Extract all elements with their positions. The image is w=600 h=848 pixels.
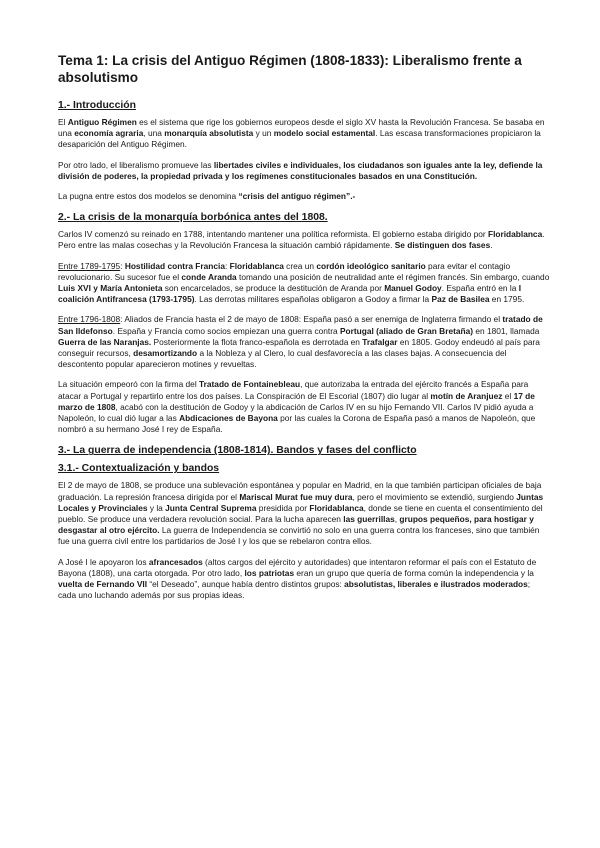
text-run: Posteriormente la flota franco-española es derrotada en <box>151 336 363 347</box>
bold-text: conde Aranda <box>181 271 237 282</box>
section-heading: 3.- La guerra de independencia (1808-1814). Bandos y fases del conflicto <box>58 445 417 457</box>
text-run: El <box>58 117 68 127</box>
bold-text: grupos pequeños, para hostigar y desgastar al otro ejército. <box>58 514 534 536</box>
bold-text: Portugal (aliado de Gran Bretaña) <box>339 325 474 336</box>
text-run: y la <box>147 502 166 513</box>
text-run: , una <box>143 128 165 139</box>
bold-text: 17 de marzo de 1808 <box>58 390 535 412</box>
text-run: : <box>120 260 125 271</box>
text-run: por las cuales la Corona de España pasó a manos de Napoleón, que nombró a su hermano José I rey de España. <box>58 413 536 435</box>
text-run: . Las derrotas militares españolas obligaron a Godoy a firmar la <box>194 294 432 305</box>
bold-text: Se distinguen dos fases <box>394 240 491 251</box>
bold-text: tratado de San Ildefonso <box>58 314 543 336</box>
text-run: . Pero entre las malas cosechas y la Revolución Francesa la situación cambió rápidamente. <box>58 229 545 251</box>
text-run: . España y Francia como socios empiezan una guerra contra <box>112 325 340 336</box>
paragraph <box>58 261 550 306</box>
text-run: eran un grupo que quería de forma común la independencia y la <box>294 567 534 578</box>
text-run: a la Nobleza y al Clero, lo cual desfavorecía a las clases bajas. A consecuencia del descontento popular aparecieron motines y revueltas. <box>58 348 507 370</box>
text-run: crea un <box>283 260 317 271</box>
text-run: tomando una posición de neutralidad ante el régimen francés. Sin embargo, cuando <box>236 271 550 282</box>
text-run: y un <box>253 128 274 139</box>
bold-text: economía agraria <box>74 128 144 139</box>
bold-text: Tratado de Fontainebleau <box>199 379 301 390</box>
bold-text: libertades civiles e individuales, los ciudadanos son iguales ante la ley, defiende la división de poderes, la propiedad privada y los regímenes constitucionales basados en una Constitución. <box>58 159 543 181</box>
paragraph <box>58 557 550 602</box>
bold-text: Floridablanca <box>487 229 543 240</box>
document-title: Tema 1: La crisis del Antiguo Régimen (1808-1833): Liberalismo frente a absolutismo <box>58 53 522 85</box>
text-run: . España entró en la <box>441 283 519 294</box>
bold-text: vuelta de Fernando VII <box>58 579 148 590</box>
text-run: en 1805. Godoy endeudó al país para conseguir recursos, <box>58 336 540 359</box>
text-run: La pugna entre estos dos modelos se denomina <box>58 191 239 202</box>
bold-text: I coalición Antifrancesa (1793-1795) <box>58 283 522 305</box>
bold-text: Floridablanca <box>309 502 364 513</box>
text-run: : <box>224 260 230 271</box>
text-run: el <box>502 390 514 401</box>
text-run: ; cada uno luchando además por sus propias ideas. <box>58 579 531 601</box>
section-heading: 2.- La crisis de la monarquía borbónica antes del 1808. <box>58 212 328 224</box>
bold-text: “crisis del antiguo régimen”.- <box>238 191 356 202</box>
text-run: “el Deseado”, aunque había dentro distintos grupos: <box>147 579 345 590</box>
text-run: presidida por <box>256 502 310 513</box>
bold-text: desamortizando <box>133 348 198 359</box>
bold-text: motín de Aranjuez <box>430 390 503 401</box>
text-run: , donde se tiene en cuenta el consentimiento del pueblo. Se produce una verdadera revolución social. Para la lucha aparecen <box>58 502 543 525</box>
text-run: Carlos IV comenzó su reinado en 1788, intentando mantener una política reformista. El gobierno estaba dirigido por <box>58 229 488 240</box>
text-run: , <box>394 514 400 525</box>
paragraph <box>58 379 550 435</box>
text-run: : Aliados de Francia hasta el 2 de mayo de 1808: España pasó a ser enemiga de Inglaterra firmando el <box>120 314 503 325</box>
text-run: , pero el movimiento se extendió, surgiendo <box>352 491 517 502</box>
paragraph <box>58 191 550 202</box>
text-run: son encarcelados, se produce la destitución de Aranda por <box>162 283 385 294</box>
text-run: , acabó con la destitución de Godoy y la abdicación de Carlos IV en su hijo Fernando VII. Carlos IV pidió ayuda a Napoleón, lo cual dió lugar a las <box>58 401 534 424</box>
text-run: para evitar el contagio revolucionario. Su sucesor fue el <box>58 260 511 282</box>
text-run: , que autorizaba la entrada del ejército francés a España para atacar a Portugal y repartirlo entre los dos países. La Conspiración de El Escorial (1807) dio lugar al <box>58 379 529 401</box>
text-run: Por otro lado, el liberalismo promueve las <box>58 159 214 170</box>
text-run: A José I le apoyaron los <box>58 556 149 567</box>
paragraph <box>58 480 550 547</box>
bold-text: Antiguo Régimen <box>67 117 137 127</box>
bold-text: Trafalgar <box>362 336 398 347</box>
bold-text: Guerra de las Naranjas. <box>58 336 152 347</box>
section-heading: 3.1.- Contextualización y bandos <box>58 463 220 475</box>
text-run: . Las escasa transformaciones propiciaron la desaparición del Antiguo Régimen. <box>58 128 541 150</box>
text-run: en 1795. <box>489 294 525 305</box>
underlined-text: Entre 1789-1795 <box>58 260 121 271</box>
section-heading: 1.- Introducción <box>58 100 136 111</box>
underlined-text: Entre 1796-1808 <box>58 314 121 325</box>
bold-text: Juntas Locales y Provinciales <box>58 491 544 513</box>
bold-text: Paz de Basilea <box>431 294 490 305</box>
bold-text: modelo social estamental <box>273 128 376 139</box>
bold-text: afrancesados <box>148 556 203 567</box>
bold-text: Floridablanca <box>229 260 284 271</box>
bold-text: Hostilidad contra Francia <box>124 260 225 271</box>
bold-text: Luis XVI y María Antonieta <box>58 283 163 294</box>
bold-text: Junta Central Suprema <box>165 502 257 513</box>
bold-text: las guerrillas <box>343 514 395 525</box>
text-run: . <box>490 240 493 251</box>
bold-text: los patriotas <box>244 567 295 578</box>
paragraph <box>58 229 550 251</box>
text-run: en 1801, llamada <box>473 325 540 336</box>
paragraph <box>58 160 550 182</box>
bold-text: monarquía absolutista <box>164 128 254 139</box>
bold-text: Manuel Godoy <box>384 283 442 294</box>
paragraph <box>58 117 550 151</box>
text-run: (altos cargos del ejército y autoridades) que intentaron reformar el país con el Estatuto de Bayona (1808), una carta otorgada. Por otro lado, <box>58 556 537 578</box>
bold-text: cordón ideológico sanitario <box>316 260 426 271</box>
text-run: es el sistema que rige los gobiernos europeos desde el siglo XV hasta la Revolución Francesa. Se basaba en una <box>58 117 545 139</box>
bold-text: Mariscal Murat fue muy dura <box>239 491 353 502</box>
text-run: El 2 de mayo de 1808, se produce una sublevación espontánea y popular en Madrid, en la que también participan oficiales de baja graduación. La represión francesa dirigida por el <box>58 480 542 502</box>
bold-text: Abdicaciones de Bayona <box>179 413 278 424</box>
paragraph <box>58 314 550 370</box>
bold-text: absolutistas, liberales e ilustrados moderados <box>344 579 528 590</box>
text-run: La situación empeoró con la firma del <box>58 379 199 390</box>
text-run: La guerra de Independencia se convirtió no solo en una guerra contra los franceses, sino que también fue una guerra civil entre los partidarios de José I y los que se rebelaron contra ellos. <box>58 525 540 547</box>
document-body <box>58 99 550 602</box>
